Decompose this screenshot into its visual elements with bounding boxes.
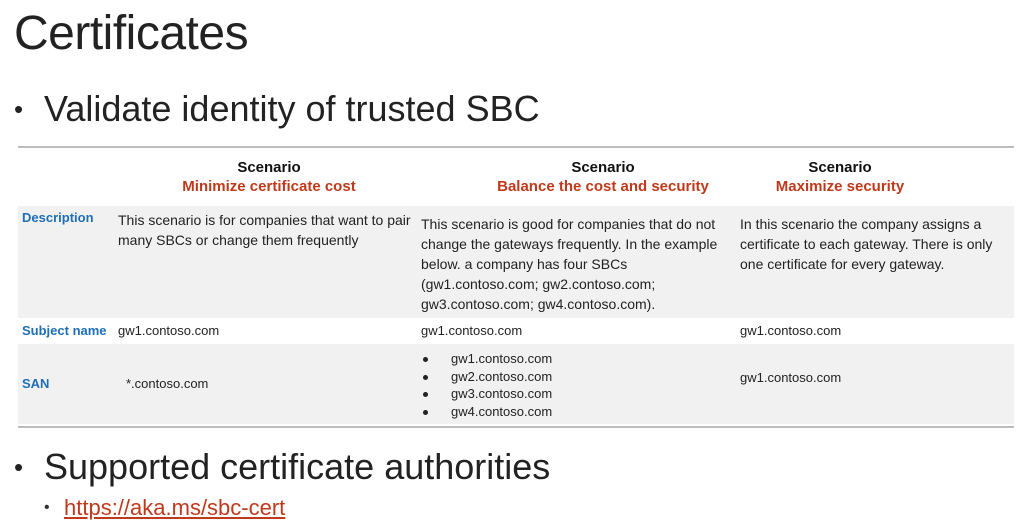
table-row-description (18, 206, 1014, 318)
header-scenario-1 (118, 158, 420, 196)
header-scenario-3 (740, 158, 940, 196)
row-label-subject-name: Subject name (22, 323, 107, 338)
bullet-validate (14, 88, 540, 130)
san-gateway-list (421, 350, 721, 420)
slide-title: Certificates (14, 7, 249, 60)
description-cell-2: This scenario is good for companies that do not change the gateways frequently. In the example below. a company has four SBCs (gw1.contoso.com; gw2.contoso.com; gw3.contoso.com; gw4.contoso.com). (421, 216, 718, 312)
subject-cell-2: gw1.contoso.com (421, 323, 523, 338)
header-scenario-label: Scenario (808, 159, 872, 176)
subject-cell-1: gw1.contoso.com (118, 323, 220, 338)
list-item: gw4.contoso.com (421, 403, 721, 421)
header-scenario-label: Scenario (571, 159, 635, 176)
description-cell-3: In this scenario the company assigns a certificate to each gateway. There is only one certificate for every gateway. (740, 216, 993, 272)
description-cell-1: This scenario is for companies that want to pair many SBCs or change them frequently (118, 212, 411, 248)
table-row-san (18, 344, 1014, 424)
header-scenario-subtitle: Maximize security (775, 178, 905, 195)
sbc-cert-link[interactable]: https://aka.ms/sbc-cert (64, 495, 286, 520)
table-header-row (18, 148, 1014, 206)
header-scenario-subtitle: Balance the cost and security (497, 178, 709, 195)
bullet-supported-authorities (14, 446, 550, 488)
header-scenario-2 (421, 158, 785, 196)
row-label-description: Description (22, 210, 94, 225)
bullet-supported-text: Supported certificate authorities (44, 446, 551, 487)
subject-cell-3: gw1.contoso.com (740, 323, 842, 338)
sub-bullet-link (44, 495, 285, 521)
san-cell-2 (421, 350, 721, 420)
bullet-dot-icon: • (14, 451, 24, 482)
list-item: gw1.contoso.com (421, 350, 721, 368)
bullet-validate-text: Validate identity of trusted SBC (44, 88, 540, 129)
header-scenario-subtitle: Minimize certificate cost (182, 178, 356, 195)
certificate-scenarios-table (18, 146, 1014, 428)
header-scenario-label: Scenario (237, 159, 301, 176)
list-item: gw2.contoso.com (421, 368, 721, 386)
san-cell-1: *.contoso.com (126, 376, 209, 391)
list-item: gw3.contoso.com (421, 385, 721, 403)
table-row-subject-name (18, 318, 1014, 344)
bullet-dot-icon: • (14, 93, 24, 124)
san-cell-3: gw1.contoso.com (740, 370, 842, 385)
bullet-dot-icon: • (44, 499, 50, 516)
row-label-san: SAN (22, 376, 50, 391)
